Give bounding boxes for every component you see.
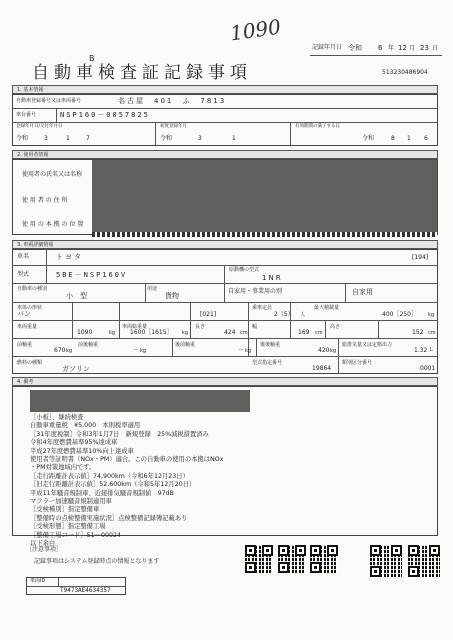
redacted-user-info: [92, 160, 437, 232]
first-reg-month-year: 3: [198, 135, 202, 142]
vehicle-section-header: 3. 車両詳細情報: [12, 240, 438, 249]
rear-axle-label: 後後軸重: [260, 342, 281, 348]
remark-line: 使用者等証明書（NOx・PM）適合。この自動車の使用の本拠はNOx: [30, 456, 224, 464]
notice-header: ［注意事項］: [26, 546, 63, 553]
type-cert-label: 型式指定番号: [252, 360, 283, 366]
body-label: 車体の形状: [17, 305, 43, 311]
expiry-day: 6: [424, 135, 428, 142]
record-date-month: 12: [398, 44, 407, 52]
displacement-value: 1.32: [414, 347, 428, 354]
record-date-day: 23: [420, 44, 429, 52]
remark-line: 平成11年騒音規制車、近接排気騒音規制値 97dB: [30, 489, 174, 497]
document-number: 513230486904: [382, 69, 428, 76]
first-reg-label: 登録年月日/交付年月日: [16, 124, 63, 129]
first-reg-day: 7: [86, 135, 90, 142]
length-value: 424: [224, 329, 236, 336]
maker-value: トヨタ: [56, 253, 83, 261]
user-address-label: 使 用 者 の 住 所: [22, 197, 68, 204]
basic-section-header: 1. 基本情報: [12, 85, 438, 94]
kind-label: 自動車の種別: [17, 286, 48, 292]
gross-unit: kg: [182, 330, 189, 336]
handwritten-number: 1090: [228, 14, 283, 46]
rear-front-label: 後前軸重: [175, 342, 196, 348]
first-reg-month-era: 令和: [160, 135, 173, 142]
expiry-label: 有効期間の満了する日: [295, 124, 340, 129]
record-date-year: 6: [378, 44, 383, 52]
width-label: 幅: [252, 324, 258, 330]
capacity-value: 2（5）: [274, 311, 294, 318]
private-value: 自家用: [352, 288, 373, 296]
qr-code-1: [245, 545, 273, 573]
capacity-unit: 人: [300, 312, 306, 318]
record-date-year-unit: 年: [388, 45, 395, 52]
max-load-unit: kg: [428, 312, 435, 318]
kind-value: 小 型: [66, 292, 87, 300]
rear-front-value: －: [238, 347, 245, 354]
expiry-year: 8: [391, 135, 395, 142]
width-unit: cm: [315, 330, 323, 336]
displacement-unit: L: [430, 347, 433, 353]
gross-value: 1600［1615］: [130, 329, 173, 336]
first-reg-month: 1: [66, 135, 70, 142]
record-date-label: 記録年月日: [312, 44, 343, 51]
body-code: [021]: [200, 311, 217, 318]
remark-line: ・PM対策地域内です。: [30, 464, 96, 472]
record-date-era: 令和: [348, 44, 362, 52]
height-unit: cm: [428, 330, 436, 336]
displacement-label: 総排気量又は定格出力: [342, 342, 393, 348]
reg-number-label: 自動車登録番号又は車両番号: [16, 98, 82, 104]
remark-line: マフラー加速騒音規制適用車: [30, 498, 112, 506]
remark-line: ［整備時の点検整備実施状況］点検整備記録簿記載あり: [30, 514, 188, 522]
reg-number-value: 名古屋 401 ふ 7813: [118, 97, 227, 105]
rear-axle-unit: kg: [330, 348, 337, 354]
vin-value: NSP160－0057825: [60, 111, 150, 119]
remark-line: 平成27年度燃費基準10%向上達成車: [30, 447, 134, 455]
max-load-label: 最大積載量: [314, 305, 340, 311]
front-axle-value: 670: [54, 347, 66, 354]
front-axle-unit: kg: [66, 348, 73, 354]
model-value: 5BE－NSP160V: [56, 271, 128, 279]
vin-label: 車台番号: [16, 112, 37, 118]
first-reg-month-month: 1: [232, 135, 236, 142]
remark-line: 令和4年度燃費基準95%達成車: [30, 439, 118, 447]
first-reg-era: 令和: [16, 135, 29, 142]
category-value: 0001: [420, 365, 436, 372]
remark-line: ［整備工場コード］51－00024: [30, 531, 122, 539]
vehicle-id-label: 車両ID: [30, 578, 46, 584]
type-cert-value: 19864: [312, 365, 332, 372]
rear-front-unit: kg: [245, 348, 252, 354]
qr-code-4: [370, 545, 402, 577]
expiry-era: 令和: [362, 135, 375, 142]
body-value: バン: [17, 310, 31, 318]
remarks-section-header: 4. 備考: [12, 377, 438, 386]
maker-code: [194]: [412, 254, 429, 261]
engine-value: 1NR: [262, 274, 283, 282]
record-date-day-unit: 日: [432, 45, 439, 52]
remark-line: ［走行距離計表示値］74,900km（令和6年12月23日）: [30, 472, 189, 480]
use-label: 用途: [147, 286, 158, 292]
qr-code-5: [408, 545, 440, 577]
front-front-unit: kg: [140, 348, 147, 354]
document-title: 自動車検査証記録事項: [32, 63, 252, 83]
engine-label: 原動機の型式: [229, 267, 260, 273]
user-section-header: 2. 使用者情報: [12, 150, 438, 159]
capacity-label: 乗車定員: [252, 305, 273, 311]
small-mark: B: [89, 54, 95, 63]
weight-label: 車両重量: [17, 324, 38, 330]
first-reg-year: 3: [44, 135, 48, 142]
remark-line: 自動車重量税 ¥5,000 本則税率適用: [30, 422, 141, 430]
category-label: 類別区分番号: [342, 360, 373, 366]
weight-value: 1090: [77, 329, 93, 336]
weight-unit: kg: [109, 330, 116, 336]
qr-code-2: [278, 545, 306, 573]
private-label: 自家用・事業用の別: [228, 288, 283, 295]
gross-label: 車両総重量: [122, 324, 148, 330]
record-date-month-unit: 月: [409, 45, 416, 52]
remark-line: 以下余白: [30, 540, 56, 548]
user-name-label: 使用者の氏名又は名称: [22, 171, 83, 178]
remarks-list: [30, 414, 223, 549]
front-front-value: －: [133, 347, 140, 354]
front-front-label: 前後軸重: [78, 342, 99, 348]
qr-code-3: [310, 545, 338, 573]
fuel-value: ガソリン: [62, 365, 90, 373]
rear-axle-value: 420: [318, 347, 330, 354]
height-label: 高さ: [330, 324, 341, 330]
remark-line: ［小板］、継続検査: [30, 414, 84, 421]
maker-label: 車名: [17, 253, 30, 260]
height-value: 152: [412, 329, 424, 336]
fuel-label: 燃料の種類: [17, 360, 43, 366]
base-location-label: 使 用 の 本 拠 の 位 置: [22, 221, 84, 228]
use-value: 貨物: [165, 292, 179, 300]
redacted-remarks: [30, 390, 250, 412]
length-label: 長さ: [195, 324, 206, 330]
remark-line: ［旧走行距離計表示値］52,600km（令和5年12月20日）: [30, 481, 196, 489]
remark-line: ［受検形態］指定整備工場: [30, 523, 106, 531]
max-load-value: 400［250］: [382, 311, 417, 318]
remark-line: ［受検種別］指定整備車: [30, 506, 100, 514]
model-label: 型式: [17, 271, 30, 278]
width-value: 169: [298, 329, 310, 336]
length-unit: cm: [240, 330, 248, 336]
expiry-month: 1: [407, 135, 411, 142]
front-axle-label: 前軸重: [17, 342, 33, 348]
vehicle-id-value: T9473AE4634357: [60, 587, 111, 594]
first-reg-month-label: 初度登録年月: [160, 124, 187, 129]
redaction-edge: [92, 232, 437, 237]
remark-line: ［31年度税制］令和3年1月7日 新規登録 25%減税措置済み: [30, 430, 209, 438]
notice-text: 記録事項はシステム登録時点の情報となります: [34, 558, 160, 565]
